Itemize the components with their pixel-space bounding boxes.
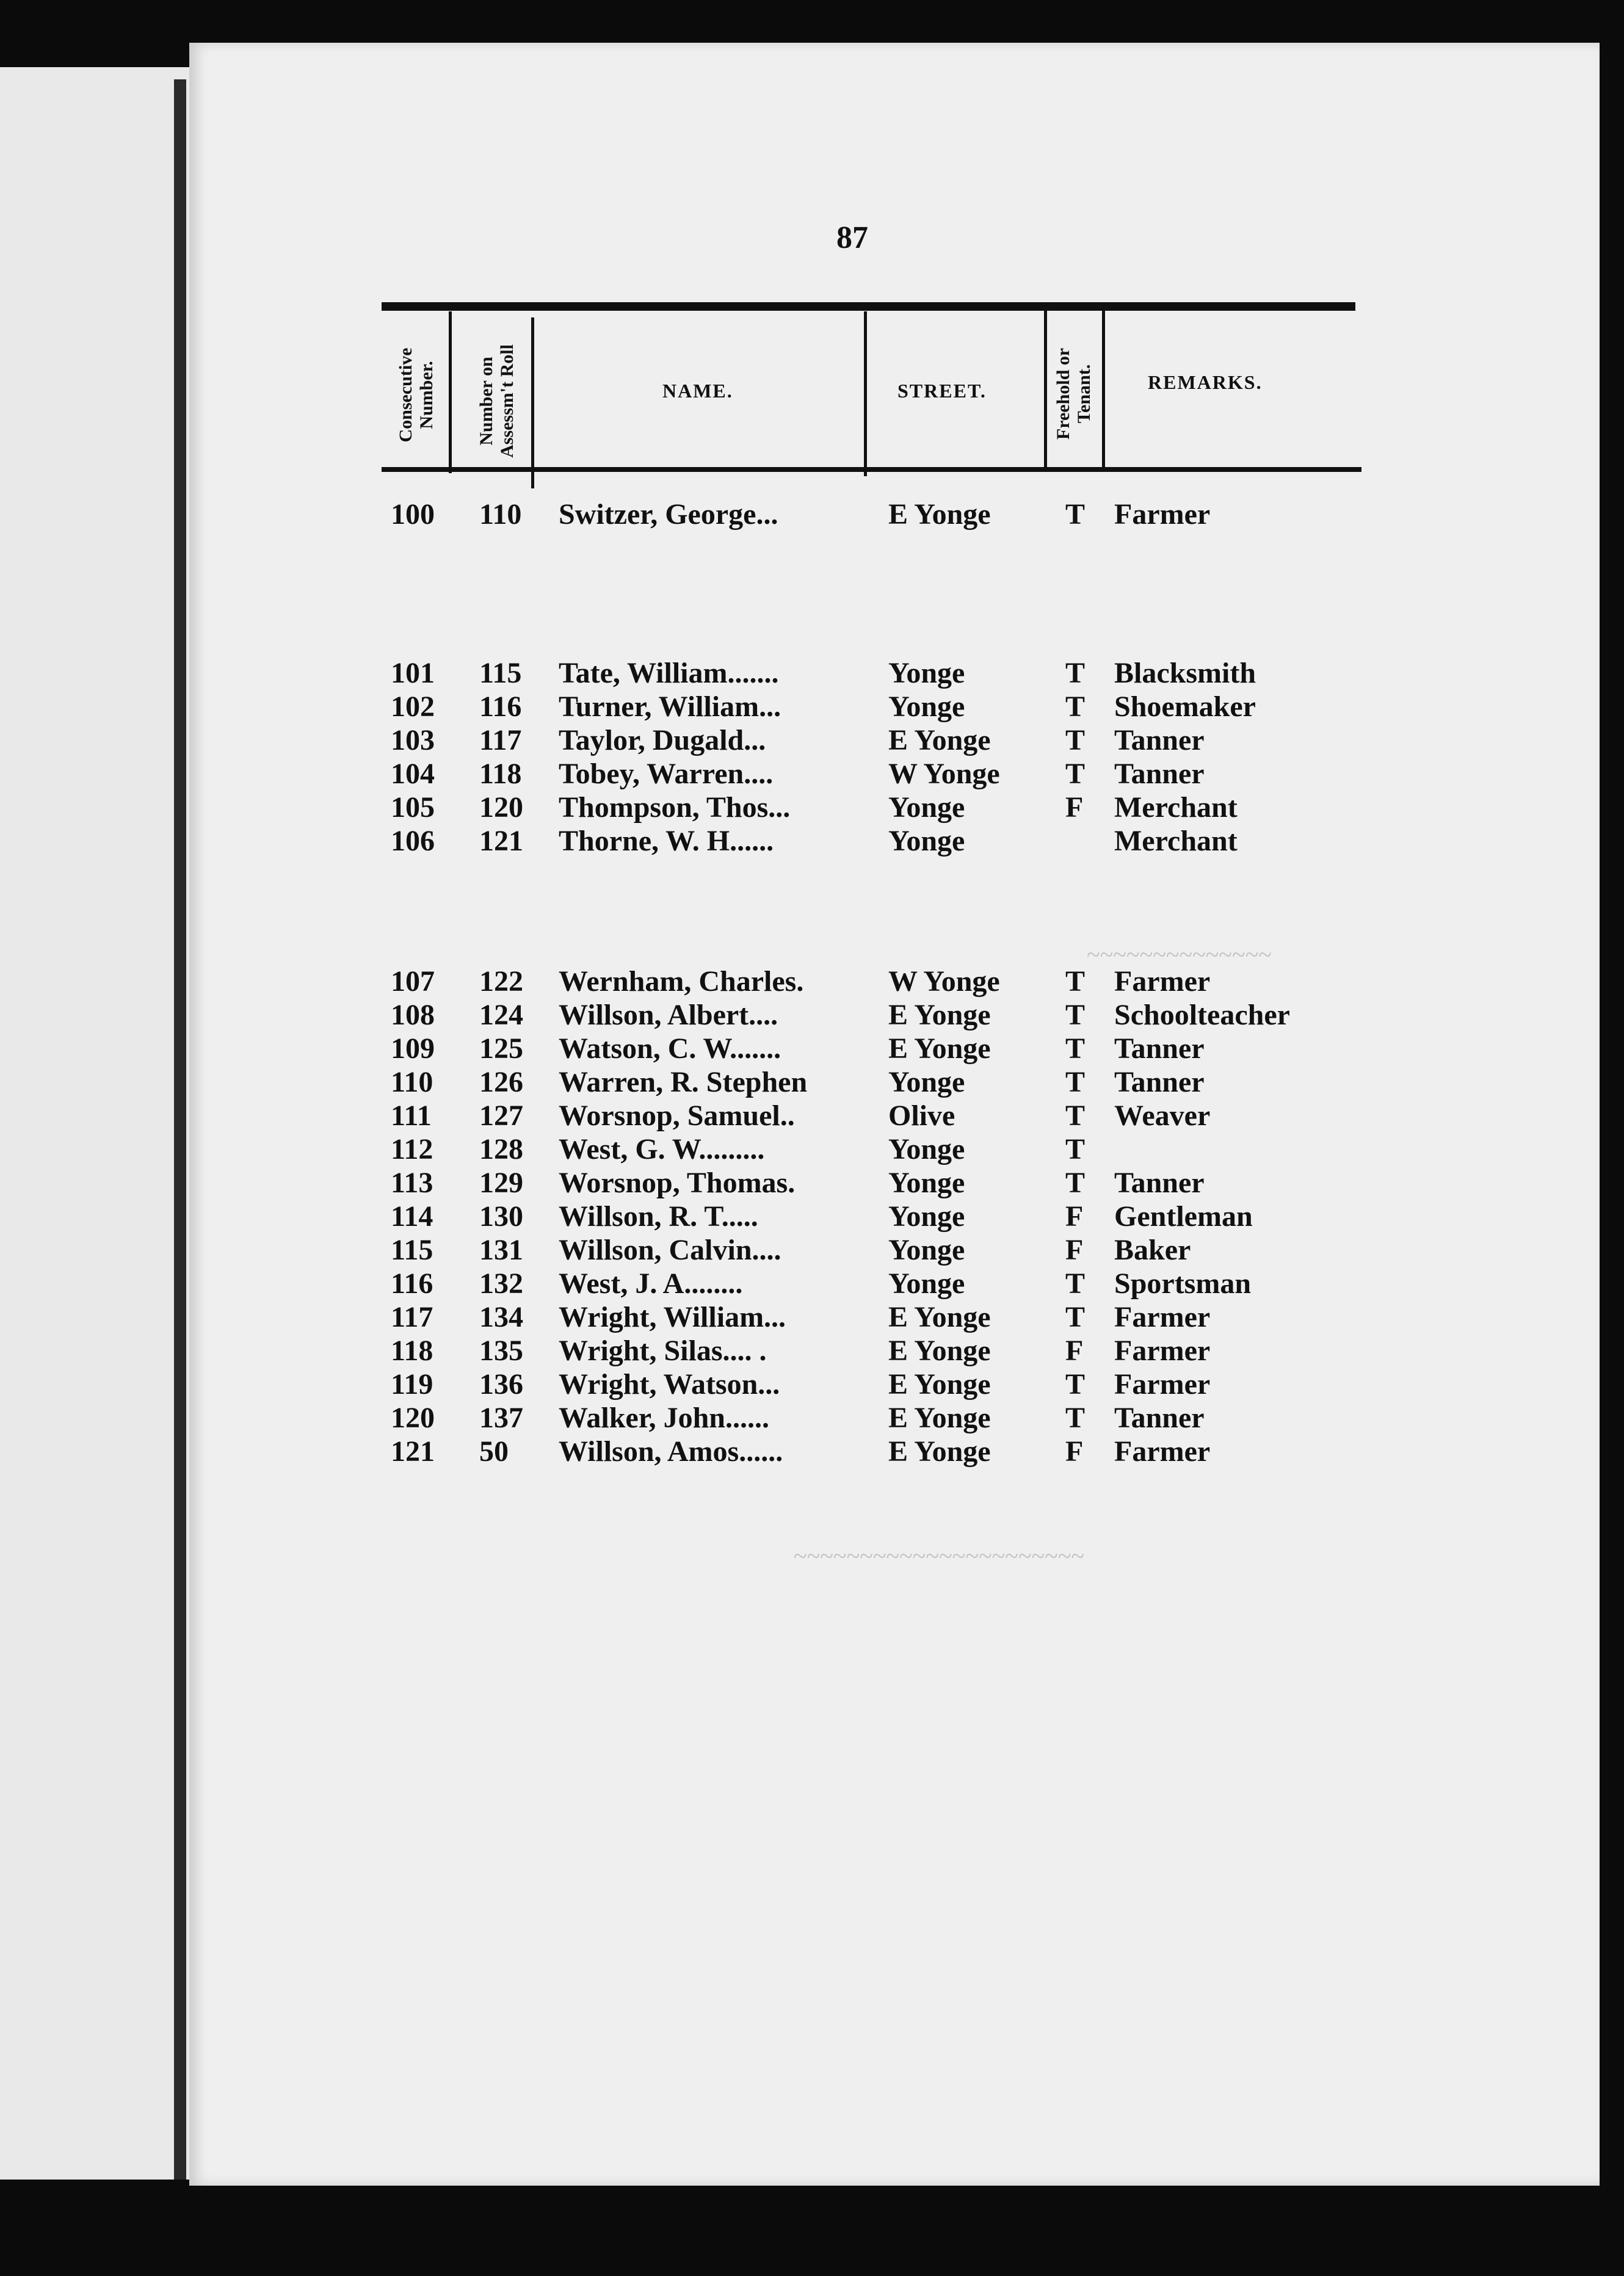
- table-row: [0, 1166, 1624, 1203]
- assessment-number-cell: 136: [479, 1368, 523, 1401]
- remarks-cell: Blacksmith: [1114, 657, 1256, 689]
- tenure-cell: T: [1065, 657, 1086, 689]
- street-cell: E Yonge: [888, 999, 991, 1031]
- street-cell: E Yonge: [888, 1435, 991, 1468]
- street-cell: Yonge: [888, 1234, 965, 1266]
- name-cell: Wright, William...: [559, 1301, 786, 1333]
- assessment-number-cell: 134: [479, 1301, 523, 1333]
- remarks-cell: Farmer: [1114, 1368, 1211, 1401]
- name-cell: West, G. W.........: [559, 1133, 765, 1165]
- tenure-cell: T: [1065, 1100, 1086, 1132]
- name-cell: Tobey, Warren....: [559, 758, 774, 790]
- assessment-number-cell: 135: [479, 1335, 523, 1367]
- bleed-through: ~~~~~~~~~~~~~~: [1087, 941, 1272, 968]
- street-cell: E Yonge: [888, 1402, 991, 1434]
- table-row: [0, 757, 1624, 794]
- street-cell: Yonge: [888, 1066, 965, 1098]
- tenure-cell: F: [1065, 1234, 1084, 1266]
- tenure-cell: T: [1065, 1032, 1086, 1065]
- remarks-cell: Weaver: [1114, 1100, 1211, 1132]
- consecutive-number-cell: 113: [391, 1167, 433, 1199]
- tenure-cell: T: [1065, 1301, 1086, 1333]
- table-row: [0, 965, 1624, 1001]
- tenure-cell: F: [1065, 1435, 1084, 1468]
- name-cell: Willson, Albert....: [559, 999, 778, 1031]
- consecutive-number-cell: 109: [391, 1032, 435, 1065]
- remarks-cell: Sportsman: [1114, 1267, 1252, 1300]
- name-cell: Warren, R. Stephen: [559, 1066, 808, 1098]
- header-name: NAME.: [662, 380, 733, 402]
- street-cell: E Yonge: [888, 1368, 991, 1401]
- consecutive-number-cell: 118: [391, 1335, 433, 1367]
- consecutive-number-cell: 110: [391, 1066, 433, 1098]
- street-cell: Yonge: [888, 1167, 965, 1199]
- assessment-number-cell: 116: [479, 690, 522, 723]
- table-row: [0, 1065, 1624, 1102]
- consecutive-number-cell: 107: [391, 965, 435, 998]
- consecutive-number-cell: 115: [391, 1234, 433, 1266]
- remarks-cell: Shoemaker: [1114, 690, 1256, 723]
- name-cell: Willson, R. T.....: [559, 1200, 758, 1233]
- tenure-cell: T: [1065, 999, 1086, 1031]
- street-cell: W Yonge: [888, 758, 1000, 790]
- tenure-cell: F: [1065, 1200, 1084, 1233]
- name-cell: Willson, Calvin....: [559, 1234, 781, 1266]
- table-row: [0, 1099, 1624, 1136]
- assessment-number-cell: 137: [479, 1402, 523, 1434]
- column-divider: [531, 317, 534, 488]
- consecutive-number-cell: 120: [391, 1402, 435, 1434]
- table-row: [0, 1300, 1624, 1337]
- street-cell: Yonge: [888, 690, 965, 723]
- tenure-cell: F: [1065, 791, 1084, 824]
- remarks-cell: Baker: [1114, 1234, 1191, 1266]
- table-row: [0, 824, 1624, 861]
- table-row: [0, 1200, 1624, 1236]
- name-cell: West, J. A........: [559, 1267, 743, 1300]
- street-cell: Yonge: [888, 657, 965, 689]
- table-row: [0, 690, 1624, 727]
- table-row: [0, 1435, 1624, 1471]
- consecutive-number-cell: 117: [391, 1301, 433, 1333]
- name-cell: Worsnop, Samuel..: [559, 1100, 795, 1132]
- remarks-cell: Merchant: [1114, 825, 1238, 857]
- name-cell: Wright, Silas.... .: [559, 1335, 767, 1367]
- name-cell: Tate, William.......: [559, 657, 779, 689]
- table-row: [0, 723, 1624, 760]
- header-top-rule: [382, 302, 1355, 311]
- header-assessment: Number on Assessm't Roll: [476, 344, 517, 458]
- table-row: [0, 1401, 1624, 1438]
- name-cell: Watson, C. W.......: [559, 1032, 781, 1065]
- remarks-cell: Tanner: [1114, 1032, 1205, 1065]
- column-divider: [1102, 305, 1105, 470]
- tenure-cell: T: [1065, 1267, 1086, 1300]
- name-cell: Wernham, Charles.: [559, 965, 804, 998]
- remarks-cell: Merchant: [1114, 791, 1238, 824]
- table-row: [0, 998, 1624, 1035]
- assessment-number-cell: 118: [479, 758, 522, 790]
- name-cell: Switzer, George...: [559, 498, 778, 531]
- column-divider: [449, 311, 452, 473]
- assessment-number-cell: 121: [479, 825, 523, 857]
- header-remarks: REMARKS.: [1148, 371, 1263, 393]
- street-cell: Yonge: [888, 1267, 965, 1300]
- remarks-cell: Farmer: [1114, 965, 1211, 998]
- consecutive-number-cell: 105: [391, 791, 435, 824]
- consecutive-number-cell: 101: [391, 657, 435, 689]
- street-cell: Yonge: [888, 1133, 965, 1165]
- assessment-number-cell: 122: [479, 965, 523, 998]
- name-cell: Taylor, Dugald...: [559, 724, 766, 756]
- consecutive-number-cell: 114: [391, 1200, 433, 1233]
- remarks-cell: Tanner: [1114, 724, 1205, 756]
- consecutive-number-cell: 111: [391, 1100, 432, 1132]
- remarks-cell: Farmer: [1114, 1435, 1211, 1468]
- remarks-cell: Farmer: [1114, 1335, 1211, 1367]
- consecutive-number-cell: 104: [391, 758, 435, 790]
- tenure-cell: T: [1065, 1402, 1086, 1434]
- table-row: [0, 1334, 1624, 1371]
- table-row: [0, 1267, 1624, 1303]
- header-street: STREET.: [897, 380, 987, 402]
- consecutive-number-cell: 100: [391, 498, 435, 531]
- column-divider: [1044, 305, 1047, 470]
- remarks-cell: Tanner: [1114, 1066, 1205, 1098]
- tenure-cell: F: [1065, 1335, 1084, 1367]
- assessment-number-cell: 50: [479, 1435, 509, 1468]
- table-row: [0, 1032, 1624, 1068]
- assessment-number-cell: 131: [479, 1234, 523, 1266]
- table-row: [0, 656, 1624, 693]
- tenure-cell: T: [1065, 965, 1086, 998]
- remarks-cell: Tanner: [1114, 1402, 1205, 1434]
- header-tenure: Freehold or Tenant.: [1053, 347, 1094, 440]
- tenure-cell: T: [1065, 1167, 1086, 1199]
- remarks-cell: Schoolteacher: [1114, 999, 1290, 1031]
- table-row: [0, 1368, 1624, 1404]
- street-cell: Yonge: [888, 825, 965, 857]
- remarks-cell: Gentleman: [1114, 1200, 1253, 1233]
- name-cell: Walker, John......: [559, 1402, 769, 1434]
- consecutive-number-cell: 102: [391, 690, 435, 723]
- name-cell: Willson, Amos......: [559, 1435, 783, 1468]
- remarks-cell: Farmer: [1114, 498, 1211, 531]
- street-cell: E Yonge: [888, 1335, 991, 1367]
- name-cell: Thorne, W. H......: [559, 825, 774, 857]
- bleed-through: ~~~~~~~~~~~~~~~~~~~~~~: [794, 1542, 1085, 1570]
- tenure-cell: T: [1065, 690, 1086, 723]
- page-number: 87: [836, 220, 868, 255]
- assessment-number-cell: 132: [479, 1267, 523, 1300]
- consecutive-number-cell: 121: [391, 1435, 435, 1468]
- assessment-number-cell: 117: [479, 724, 522, 756]
- tenure-cell: T: [1065, 1368, 1086, 1401]
- street-cell: Yonge: [888, 1200, 965, 1233]
- assessment-number-cell: 125: [479, 1032, 523, 1065]
- remarks-cell: Tanner: [1114, 1167, 1205, 1199]
- name-cell: Worsnop, Thomas.: [559, 1167, 796, 1199]
- consecutive-number-cell: 108: [391, 999, 435, 1031]
- assessment-number-cell: 115: [479, 657, 522, 689]
- tenure-cell: T: [1065, 758, 1086, 790]
- street-cell: E Yonge: [888, 724, 991, 756]
- name-cell: Wright, Watson...: [559, 1368, 780, 1401]
- tenure-cell: T: [1065, 1133, 1086, 1165]
- assessment-number-cell: 110: [479, 498, 522, 531]
- assessment-number-cell: 124: [479, 999, 523, 1031]
- header-consecutive: Consecutive Number.: [396, 347, 437, 443]
- table-row: [0, 498, 1624, 534]
- assessment-number-cell: 120: [479, 791, 523, 824]
- street-cell: E Yonge: [888, 1301, 991, 1333]
- assessment-number-cell: 129: [479, 1167, 523, 1199]
- table-row: [0, 1233, 1624, 1270]
- tenure-cell: T: [1065, 498, 1086, 531]
- consecutive-number-cell: 119: [391, 1368, 433, 1401]
- tenure-cell: T: [1065, 724, 1086, 756]
- table-row: [0, 1133, 1624, 1169]
- consecutive-number-cell: 112: [391, 1133, 433, 1165]
- street-cell: W Yonge: [888, 965, 1000, 998]
- column-divider: [864, 311, 867, 476]
- table-row: [0, 791, 1624, 827]
- consecutive-number-cell: 116: [391, 1267, 433, 1300]
- consecutive-number-cell: 103: [391, 724, 435, 756]
- consecutive-number-cell: 106: [391, 825, 435, 857]
- remarks-cell: Farmer: [1114, 1301, 1211, 1333]
- street-cell: Olive: [888, 1100, 955, 1132]
- street-cell: Yonge: [888, 791, 965, 824]
- name-cell: Turner, William...: [559, 690, 781, 723]
- street-cell: E Yonge: [888, 1032, 991, 1065]
- assessment-number-cell: 127: [479, 1100, 523, 1132]
- assessment-number-cell: 128: [479, 1133, 523, 1165]
- street-cell: E Yonge: [888, 498, 991, 531]
- tenure-cell: T: [1065, 1066, 1086, 1098]
- header-bottom-rule: [382, 467, 1361, 472]
- assessment-number-cell: 130: [479, 1200, 523, 1233]
- assessment-number-cell: 126: [479, 1066, 523, 1098]
- remarks-cell: Tanner: [1114, 758, 1205, 790]
- name-cell: Thompson, Thos...: [559, 791, 791, 824]
